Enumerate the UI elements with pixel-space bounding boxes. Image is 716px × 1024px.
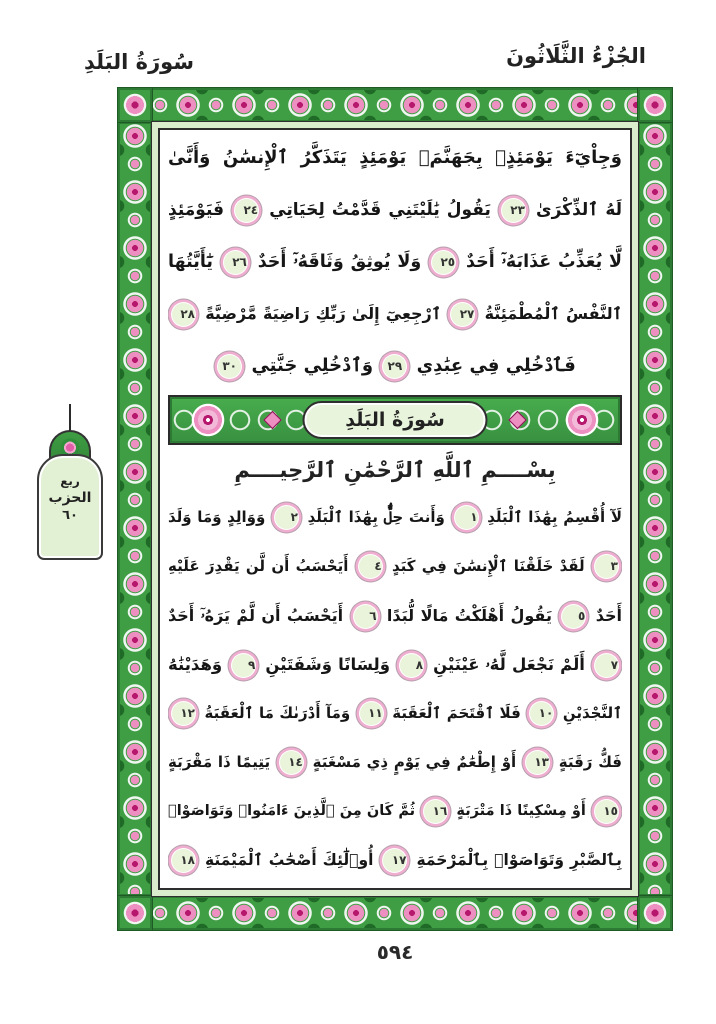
verse-end-marker: ١٥ bbox=[595, 800, 618, 823]
verse-text: وَوَالِدٍ وَمَا وَلَدَ bbox=[168, 508, 266, 526]
surah-balad-lines bbox=[168, 493, 622, 885]
diamond-ornament-icon bbox=[508, 411, 526, 429]
juz-header: الجُزْءُ الثَّلَاثُونَ bbox=[506, 44, 646, 68]
verse-text: أَلَمْ نَجْعَل لَّهُۥ عَيْنَيْنِ bbox=[433, 655, 585, 674]
quran-text-line bbox=[168, 184, 622, 236]
surah-title-banner bbox=[168, 395, 622, 445]
verse-end-marker: ٩ bbox=[232, 654, 255, 677]
quran-text-line bbox=[168, 542, 622, 591]
verse-text: وَجِاْيٓءَ يَوْمَئِذٍۭ بِجَهَنَّمَۚ يَوْمَئِذٍ يَتَذَكَّرُ ٱلْإِنسَٰنُ وَأَنَّىٰ bbox=[168, 147, 622, 168]
verse-text: فَلَا ٱقْتَحَمَ ٱلْعَقَبَةَ bbox=[392, 704, 521, 722]
verse-end-marker: ٢٩ bbox=[383, 355, 406, 378]
border-corner-flower-icon bbox=[638, 88, 672, 122]
verse-text: أَيَحْسَبُ أَن لَّمْ يَرَهُۥٓ أَحَدٌ bbox=[168, 606, 344, 625]
verse-end-marker: ٥ bbox=[562, 605, 585, 628]
decorative-border-frame bbox=[118, 88, 672, 930]
border-corner-flower-icon bbox=[118, 88, 152, 122]
verse-end-marker: ٢٥ bbox=[432, 251, 455, 274]
verse-text: ٱلنَّفْسُ ٱلْمُطْمَئِنَّةُ bbox=[484, 304, 622, 323]
surah-fajr-ending-lines bbox=[168, 132, 622, 392]
verse-text: وَهَدَيْنَٰهُ bbox=[168, 655, 223, 674]
verse-text: يَقُولُ أَهْلَكْتُ مَالًا لُّبَدًا bbox=[386, 606, 552, 625]
border-corner-flower-icon bbox=[118, 896, 152, 930]
verse-text: لَقَدْ خَلَقْنَا ٱلْإِنسَٰنَ فِي كَبَدٍ bbox=[391, 557, 585, 575]
quran-text-line bbox=[168, 640, 622, 689]
verse-end-marker: ٢٨ bbox=[172, 303, 195, 326]
verse-end-marker: ١٤ bbox=[280, 751, 303, 774]
verse-end-marker: ١٧ bbox=[383, 849, 406, 872]
ornamental-border-bottom bbox=[118, 896, 672, 930]
surah-title-cartouche bbox=[303, 401, 488, 439]
verse-end-marker: ٢٧ bbox=[451, 303, 474, 326]
verse-text: يَقُولُ يَٰلَيْتَنِي قَدَّمْتُ لِحَيَاتِي bbox=[269, 200, 491, 220]
verse-end-marker: ٢ bbox=[275, 506, 298, 529]
verse-text: وَمَآ أَدْرَىٰكَ مَا ٱلْعَقَبَةُ bbox=[204, 704, 351, 722]
quran-text-line bbox=[168, 591, 622, 640]
verse-text: وَلِسَانًا وَشَفَتَيْنِ bbox=[265, 655, 390, 674]
verse-end-marker: ٢٦ bbox=[224, 251, 247, 274]
verse-end-marker: ٧ bbox=[595, 654, 618, 677]
verse-end-marker: ١٨ bbox=[172, 849, 195, 872]
verse-text: بِٱلصَّبْرِ وَتَوَاصَوْا۟ بِٱلْمَرْحَمَةِ bbox=[416, 851, 622, 869]
ornamental-border-top bbox=[118, 88, 672, 122]
quran-text-line bbox=[168, 836, 622, 885]
verse-end-marker: ١٦ bbox=[424, 800, 447, 823]
verse-text: يَتِيمًا ذَا مَقْرَبَةٍ bbox=[168, 753, 271, 771]
hizb-word-hizb: الحزب bbox=[48, 490, 92, 506]
quran-text-line bbox=[168, 689, 622, 738]
verse-text: أَيَحْسَبُ أَن لَّن يَقْدِرَ عَلَيْهِ bbox=[168, 557, 349, 575]
verse-end-marker: ٦ bbox=[354, 605, 377, 628]
quran-text-line bbox=[168, 132, 622, 184]
hizb-word-rub: ربع bbox=[60, 474, 80, 488]
verse-end-marker: ٨ bbox=[400, 654, 423, 677]
page-number: ٥٩٤ bbox=[376, 940, 414, 964]
rub-al-hizb-marker bbox=[34, 404, 106, 562]
flower-rosette-icon bbox=[564, 402, 600, 438]
verse-text: وَلَا يُوثِقُ وَثَاقَهُۥٓ أَحَدٌ bbox=[257, 252, 422, 272]
verse-end-marker: ١٠ bbox=[530, 702, 553, 725]
verse-text: وَأَنتَ حِلٌّۢ بِهَٰذَا ٱلْبَلَدِ bbox=[307, 508, 445, 526]
surah-title-text: سُورَةُ البَلَدِ bbox=[345, 409, 445, 431]
verse-end-marker: ١٢ bbox=[172, 702, 195, 725]
verse-text: أَحَدٌ bbox=[595, 606, 622, 625]
verse-text: ٱلنَّجْدَيْنِ bbox=[562, 704, 622, 722]
bismillah-line: بِسْــــمِ ٱللَّهِ ٱلرَّحْمَٰنِ ٱلرَّحِيــــمِ bbox=[234, 458, 556, 482]
quran-text-line bbox=[168, 288, 622, 340]
quran-text-area bbox=[158, 128, 632, 890]
verse-end-marker: ١٣ bbox=[526, 751, 549, 774]
verse-text: أَوْ إِطْعَٰمٌ فِي يَوْمٍ ذِي مَسْغَبَةٍ bbox=[312, 753, 517, 771]
hizb-marker-text bbox=[34, 474, 106, 525]
verse-end-marker: ٣٠ bbox=[218, 355, 241, 378]
verse-text: أُو۟لَٰٓئِكَ أَصْحَٰبُ ٱلْمَيْمَنَةِ bbox=[205, 851, 374, 869]
verse-text: فَٱدْخُلِي فِي عِبَٰدِي bbox=[416, 355, 576, 376]
flower-rosette-icon bbox=[190, 402, 226, 438]
hizb-number: ٦٠ bbox=[62, 508, 78, 523]
verse-text: أَوْ مِسْكِينًا ذَا مَتْرَبَةٍ bbox=[456, 803, 586, 819]
verse-end-marker: ١ bbox=[455, 506, 478, 529]
quran-text-line bbox=[168, 340, 622, 392]
ornamental-border-right bbox=[638, 122, 672, 896]
verse-end-marker: ٣ bbox=[595, 555, 618, 578]
verse-end-marker: ٤ bbox=[359, 555, 382, 578]
verse-end-marker: ٢٣ bbox=[502, 199, 525, 222]
quran-text-line bbox=[168, 738, 622, 787]
quran-text-line bbox=[168, 787, 622, 836]
surah-name-header: سُورَةُ البَلَدِ bbox=[84, 50, 194, 74]
quran-text-line bbox=[168, 236, 622, 288]
verse-text: وَٱدْخُلِي جَنَّتِي bbox=[251, 355, 374, 376]
verse-text: فَكُّ رَقَبَةٍ bbox=[558, 753, 622, 771]
quran-text-line bbox=[168, 493, 622, 542]
verse-text: فَيَوْمَئِذٍ bbox=[168, 200, 225, 220]
verse-text: يَٰٓأَيَّتُهَا bbox=[168, 252, 213, 272]
ornamental-border-left bbox=[118, 122, 152, 896]
verse-end-marker: ١١ bbox=[360, 702, 383, 725]
border-corner-flower-icon bbox=[638, 896, 672, 930]
verse-end-marker: ٢٤ bbox=[235, 199, 258, 222]
verse-text: لَّا يُعَذِّبُ عَذَابَهُۥٓ أَحَدٌ bbox=[465, 252, 622, 272]
verse-text: لَهُ ٱلذِّكْرَىٰ bbox=[536, 200, 622, 220]
verse-text: ٱرْجِعِيٓ إِلَىٰ رَبِّكِ رَاضِيَةً مَّرْضِيَّةً bbox=[205, 304, 442, 323]
diamond-ornament-icon bbox=[263, 411, 281, 429]
verse-text: لَآ أُقْسِمُ بِهَٰذَا ٱلْبَلَدِ bbox=[487, 508, 622, 526]
verse-text: ثُمَّ كَانَ مِنَ ٱلَّذِينَ ءَامَنُوا۟ وَتَوَاصَوْا۟ bbox=[168, 803, 416, 819]
